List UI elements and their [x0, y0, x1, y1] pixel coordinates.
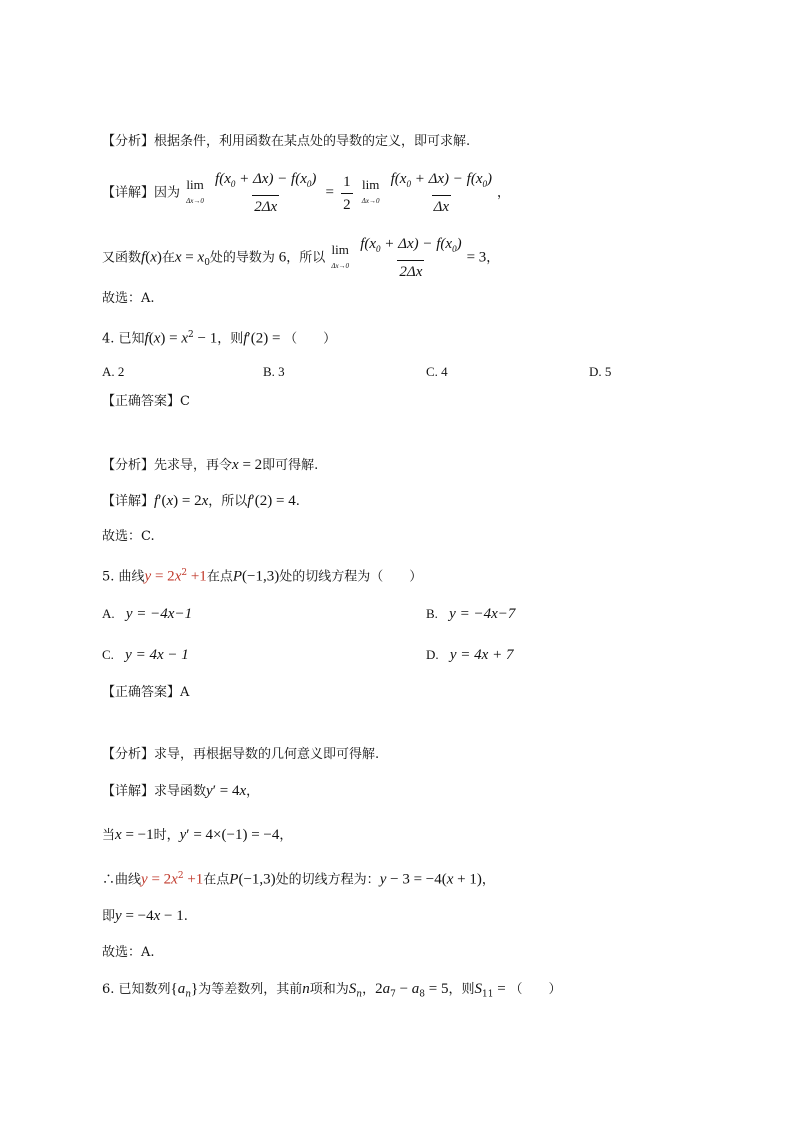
- q5-result-end: .: [183, 909, 188, 924]
- q5-therefore-mid1: 在点: [203, 872, 230, 888]
- q5-option-c-label: C.: [102, 647, 114, 662]
- limit-symbol: lim Δx→0: [361, 177, 380, 205]
- q4-option-c: C. 4: [426, 364, 448, 379]
- q3-detail-suffix: ，: [497, 185, 511, 201]
- detail-tag: 【详解】: [102, 185, 155, 201]
- q3-line3-mid1: 在: [161, 250, 175, 266]
- analysis-tag: 【分析】: [102, 747, 155, 762]
- q5-option-c: [102, 647, 189, 664]
- q5-therefore-mid2: 处的切线方程为：: [275, 872, 380, 888]
- q4-answer-value: C: [180, 394, 190, 409]
- q5-when-prefix: 当: [102, 828, 116, 843]
- q5-stem-mid: 在点: [206, 569, 233, 585]
- q5-option-b: [426, 606, 515, 623]
- q4-choice: 故选：C.: [102, 529, 155, 544]
- q3-choice: 故选：A.: [102, 291, 155, 306]
- q6-stem-mid4: ，则: [448, 982, 475, 997]
- q5-therefore-prefix: ∴曲线: [102, 872, 142, 888]
- analysis-tag: 【分析】: [102, 134, 155, 149]
- limit-symbol: lim Δx→0: [186, 177, 204, 205]
- q4-detail-end: .: [295, 494, 300, 509]
- q5-option-d-expr: y = 4x + 7: [449, 647, 514, 663]
- q4-detail: 【详解】f′(x) = 2x，所以f′(2) = 4.: [102, 493, 300, 509]
- q6-stem-end: （ ）: [509, 982, 562, 997]
- limit-symbol: lim Δx→0: [331, 242, 350, 270]
- q3-detail-prefix: 因为: [154, 185, 181, 201]
- q5-option-b-expr: y = −4x−7: [449, 606, 516, 622]
- q4-analysis-prefix: 先求导，再令: [154, 458, 233, 473]
- q6-stem-mid3: ，: [362, 982, 376, 997]
- q3-line3-prefix: 又函数: [102, 250, 142, 266]
- q5-option-a: [102, 606, 192, 623]
- q6-stem-mid1: 为等差数列，其前: [198, 982, 303, 997]
- q5-detail: 【详解】求导函数y′ = 4x，: [102, 783, 260, 799]
- q5-result: 即y = −4x − 1.: [102, 908, 188, 924]
- q5-option-d-label: D.: [426, 647, 439, 662]
- q3-line3-mid2: 处的导数为: [209, 250, 275, 266]
- q5-option-b-label: B.: [426, 606, 438, 621]
- q5-result-prefix: 即: [102, 909, 116, 924]
- q5-analysis: [102, 746, 379, 764]
- q5-therefore: ∴曲线$y = 2x^2 +1$在点P(−1,3)处的切线方程为：y − 3 = −4(x + 1)，: [102, 871, 495, 888]
- analysis-tag: 【分析】: [102, 458, 155, 473]
- q4-analysis: 【分析】先求导，再令x = 2即可得解.: [102, 457, 319, 473]
- q4-stem-end: （ ）: [284, 331, 337, 347]
- q4-stem: 4. 已知$f(x) = x^2 - 1$，则f′(2) = （ ）: [102, 330, 337, 347]
- q4-analysis-suffix: 即可得解.: [262, 458, 319, 473]
- q3-detail: 【详解】因为 lim Δx→0 $\frac{f(x_0 + \Delta x) - f(x_0)}{2\Delta x}$ = $\frac{1}{2}$ lim Δx→0 $\frac{f(x_0 + \Delta x) - f(x_0)}{\Delta x}$ ，: [102, 171, 511, 215]
- difference-quotient-dx: $\frac{f(x_0 + \Delta x) - f(x_0)}{\Delta x}$: [390, 171, 492, 215]
- q5-when: 当x = −1时，y′ = 4×(−1) = −4，: [102, 827, 293, 843]
- q5-detail-end: ，: [246, 784, 260, 799]
- q5-option-a-label: A.: [102, 606, 115, 621]
- q3-line3-mid3: ，所以: [286, 250, 326, 266]
- q4-option-d: D. 5: [589, 364, 612, 379]
- q5-answer: [102, 684, 189, 702]
- q3-analysis: [102, 133, 470, 151]
- q6-stem-prefix: 6. 已知数列: [102, 982, 171, 997]
- q4-stem-prefix: 4. 已知: [102, 331, 145, 347]
- answer-tag: 【正确答案】: [102, 394, 181, 409]
- difference-quotient-2dx: $\frac{f(x_0 + \Delta x) - f(x_0)}{2\Delta x}$: [215, 171, 317, 215]
- q3-line3-end: ，: [486, 250, 500, 266]
- q6-stem-mid2: 项和为: [309, 982, 349, 997]
- detail-tag: 【详解】: [102, 494, 155, 509]
- q5-detail-text: 求导函数: [154, 784, 207, 799]
- q6-stem: 6. 已知数列$\{a_n\}$为等差数列，其前n项和为$S_n$，$2a_7 - a_8 = 5$，则$S_{11}$ = （ ）: [102, 981, 562, 1000]
- q5-stem: 5. 曲线$y = 2x^2 +1$在点P(−1,3)处的切线方程为（ ）: [102, 568, 423, 585]
- q5-option-a-expr: y = −4x−1: [125, 606, 193, 622]
- q4-stem-mid: ，则: [217, 331, 244, 347]
- q4-answer: [102, 393, 190, 411]
- q5-when-mid: 时，: [153, 828, 180, 843]
- difference-quotient-2dx: $\frac{f(x_0 + \Delta x) - f(x_0)}{2\Delta x}$: [360, 236, 462, 280]
- answer-tag: 【正确答案】: [102, 685, 181, 700]
- q4-option-b: B. 3: [263, 364, 285, 379]
- q5-option-d: [426, 647, 513, 664]
- q5-answer-value: A: [180, 685, 190, 700]
- q4-detail-mid: ，所以: [208, 494, 248, 509]
- q5-stem-prefix: 5. 曲线: [102, 569, 145, 585]
- detail-tag: 【详解】: [102, 784, 155, 799]
- q5-analysis-text: 求导，再根据导数的几何意义即可得解.: [154, 747, 380, 762]
- q5-stem-end: 处的切线方程为（ ）: [279, 569, 423, 585]
- q3-line3: 又函数f(x)在$x = x_0$处的导数为 6，所以 lim Δx→0 $\frac{f(x_0 + \Delta x) - f(x_0)}{2\Delta x}$ = 3，: [102, 236, 500, 280]
- q3-analysis-text: 根据条件，利用函数在某点处的导数的定义，即可求解.: [154, 134, 471, 149]
- one-half: $\frac{1}{2}$: [343, 173, 351, 213]
- q5-when-end: ，: [279, 828, 293, 843]
- q5-therefore-end: ，: [481, 872, 495, 888]
- q4-option-a: A. 2: [102, 364, 125, 379]
- q5-choice: 故选：A.: [102, 945, 155, 960]
- q5-option-c-expr: y = 4x − 1: [125, 647, 189, 663]
